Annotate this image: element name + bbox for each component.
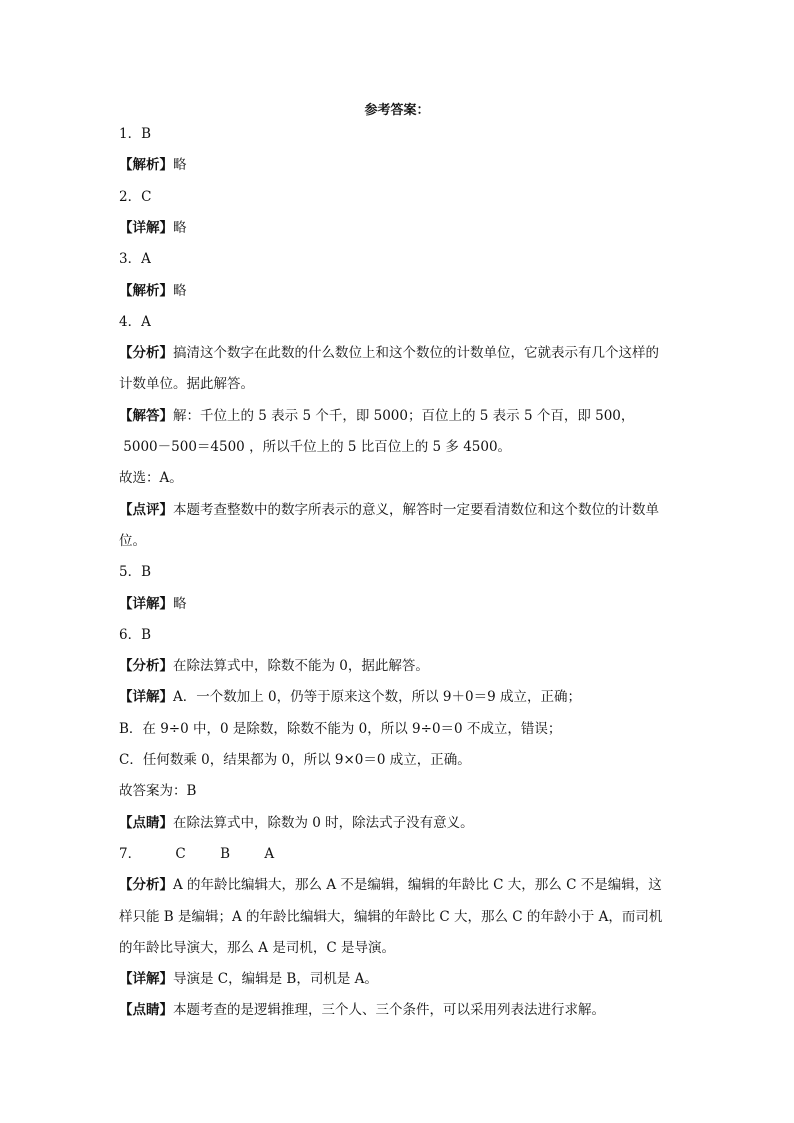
answer-line <box>119 124 679 144</box>
answer-line <box>119 531 679 551</box>
line-text: 6．B <box>119 626 152 643</box>
line-text: 的年龄比导演大，那么 A 是司机，C 是导演。 <box>119 939 395 956</box>
answer-line <box>119 374 679 394</box>
section-tag: 【分析】 <box>119 345 173 362</box>
answer-line <box>119 500 679 520</box>
line-text: 本题考查的是逻辑推理，三个人、三个条件，可以采用列表法进行求解。 <box>173 1002 605 1019</box>
answer-line <box>119 781 679 801</box>
line-text: 故答案为：B <box>119 783 197 800</box>
section-tag: 【点睛】 <box>119 814 173 831</box>
section-tag: 【详解】 <box>119 971 173 988</box>
line-text: 故选：A。 <box>119 470 183 487</box>
line-text: 略 <box>173 595 187 612</box>
line-text: 2．C <box>119 188 152 205</box>
answer-line <box>119 406 679 426</box>
section-tag: 【分析】 <box>119 658 173 675</box>
answer-line <box>119 155 679 175</box>
answer-line <box>119 562 679 582</box>
section-tag: 【解析】 <box>119 282 173 299</box>
line-text: 搞清这个数字在此数的什么数位上和这个数位的计数单位，它就表示有几个这样的 <box>173 345 659 362</box>
line-text: 略 <box>173 219 187 236</box>
page-title: 参考答案： <box>364 103 430 118</box>
answer-line <box>119 687 679 707</box>
answer-line <box>119 249 679 269</box>
answer-line <box>119 813 679 833</box>
line-text: 1．B <box>119 126 152 142</box>
line-text: 解：千位上的 5 表示 5 个千，即 5000；百位上的 5 表示 5 个百，即 500， <box>173 407 635 424</box>
section-tag: 【分析】 <box>119 877 173 894</box>
line-text: 在除法算式中，除数不能为 0，据此解答。 <box>173 658 429 675</box>
answer-line <box>119 1000 679 1020</box>
section-tag: 【解答】 <box>119 407 173 424</box>
line-text: 在除法算式中，除数为 0 时，除法式子没有意义。 <box>173 814 474 831</box>
answer-line <box>119 437 679 457</box>
line-text: A 的年龄比编辑大，那么 A 不是编辑，编辑的年龄比 C 大，那么 C 不是编辑，这 <box>173 877 662 894</box>
answer-line <box>119 969 679 989</box>
answer-line <box>119 938 679 958</box>
answer-line <box>119 312 679 332</box>
section-tag: 【详解】 <box>119 595 173 612</box>
answer-line <box>119 468 679 488</box>
answer-line <box>119 750 679 770</box>
line-text: 5．B <box>119 564 152 581</box>
section-tag: 【详解】 <box>119 219 173 236</box>
line-text: B．在 9÷0 中，0 是除数，除数不能为 0，所以 9÷0＝0 不成立，错误； <box>119 720 562 737</box>
answer-line <box>119 594 679 614</box>
answer-line <box>119 625 679 645</box>
answer-line <box>119 281 679 301</box>
answer-line <box>119 218 679 238</box>
answer-line <box>119 656 679 676</box>
answer-line <box>119 343 679 363</box>
line-text: 位。 <box>119 532 146 549</box>
line-text: 略 <box>173 157 187 174</box>
section-tag: 【点评】 <box>119 501 173 518</box>
line-text: A．一个数加上 0，仍等于原来这个数，所以 9＋0＝9 成立，正确； <box>173 689 581 706</box>
answer-line <box>119 907 679 927</box>
section-tag: 【详解】 <box>119 689 173 706</box>
line-text: 7． C B A <box>119 845 275 862</box>
section-tag: 【解析】 <box>119 157 173 174</box>
answer-line <box>119 187 679 207</box>
line-text: 3．A <box>119 251 151 268</box>
answer-line <box>119 875 679 895</box>
line-text: 计数单位。据此解答。 <box>119 376 254 393</box>
section-tag: 【点睛】 <box>119 1002 173 1019</box>
answer-line <box>119 844 679 864</box>
line-text: 略 <box>173 282 187 299</box>
line-text: C．任何数乘 0，结果都为 0，所以 9×0＝0 成立，正确。 <box>119 752 471 768</box>
line-text: 本题考查整数中的数字所表示的意义，解答时一定要看清数位和这个数位的计数单 <box>173 501 659 518</box>
answer-line <box>119 719 679 739</box>
line-text: 5000－500＝4500 ，所以千位上的 5 比百位上的 5 多 4500。 <box>119 439 512 455</box>
line-text: 样只能 B 是编辑；A 的年龄比编辑大，编辑的年龄比 C 大，那么 C 的年龄小于 A，而司机 <box>119 908 663 925</box>
line-text: 4．A <box>119 313 151 330</box>
line-text: 导演是 C，编辑是 B，司机是 A。 <box>173 971 378 988</box>
